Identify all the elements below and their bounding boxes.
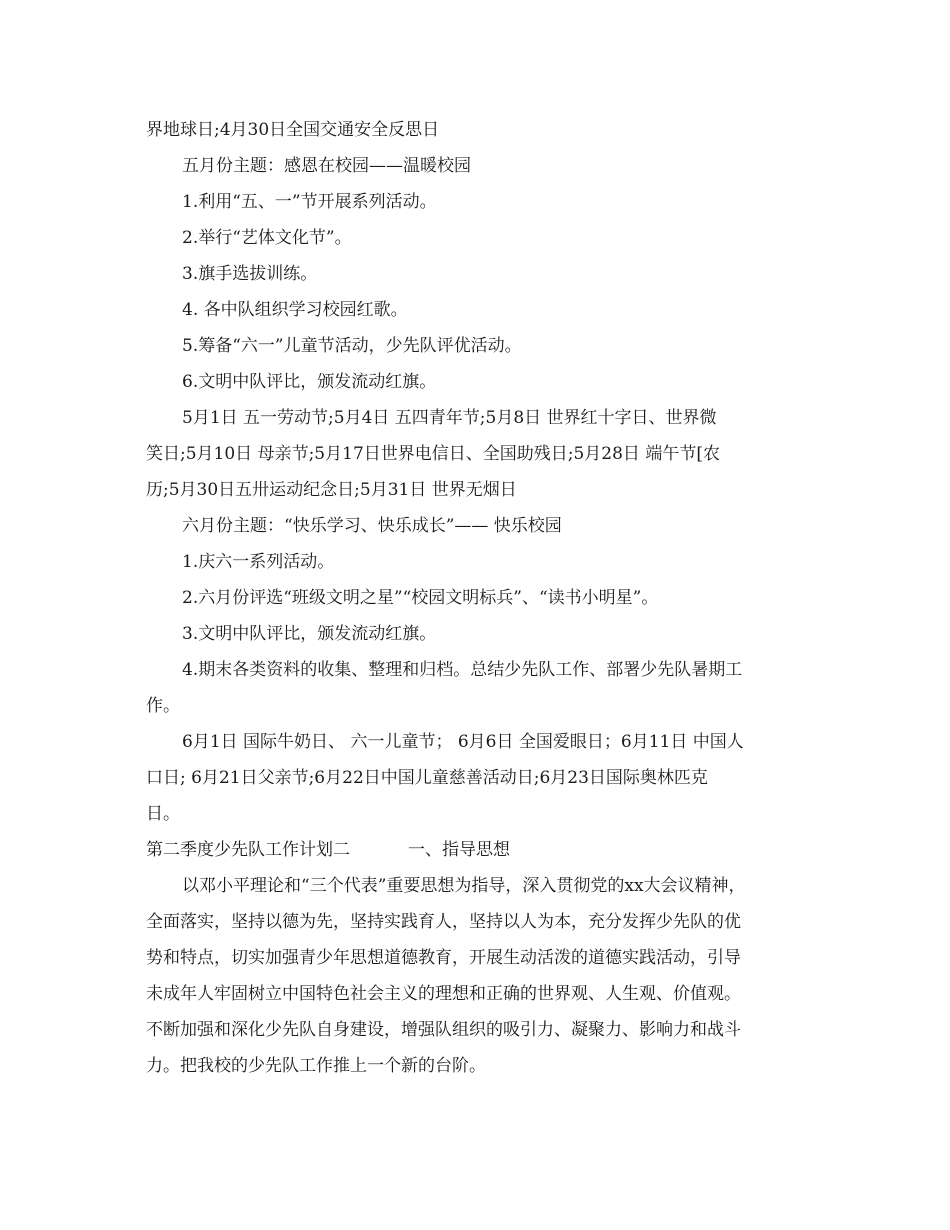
text-line: 1.利用“五、一”节开展系列活动。 xyxy=(182,192,437,212)
paragraph-line: 全面落实，坚持以德为先，坚持实践育人，坚持以人为本，充分发挥少先队的优 xyxy=(146,912,741,932)
text-line: 6.文明中队评比，颁发流动红旗。 xyxy=(182,372,437,392)
text-line: 1.庆六一系列活动。 xyxy=(182,552,335,572)
guiding-paragraph xyxy=(146,868,806,1084)
text-line: 口日; 6月21日父亲节;6月22日中国儿童慈善活动日;6月23日国际奥林匹克 xyxy=(146,768,708,788)
paragraph-line: 力。把我校的少先队工作推上一个新的台阶。 xyxy=(146,1056,486,1076)
text-line: 笑日;5月10日 母亲节;5月17日世界电信日、全国助残日;5月28日 端午节[农 xyxy=(146,444,720,464)
paragraph-line: 势和特点，切实加强青少年思想道德教育，开展生动活泼的道德实践活动，引导 xyxy=(146,948,741,968)
section-heading-subtitle: 一、指导思想 xyxy=(408,840,510,860)
paragraph-line: 不断加强和深化少先队自身建设，增强队组织的吸引力、凝聚力、影响力和战斗 xyxy=(146,1020,741,1040)
paragraph-line: 以邓小平理论和“三个代表”重要思想为指导，深入贯彻党的xx大会议精神， xyxy=(182,876,746,896)
document-body xyxy=(146,112,806,1084)
text-line: 5月1日 五一劳动节;5月4日 五四青年节;5月8日 世界红十字日、世界微 xyxy=(182,408,717,428)
text-line: 作。 xyxy=(146,696,180,716)
section-heading-title: 第二季度少先队工作计划二 xyxy=(146,840,350,860)
text-line: 5.筹备“六一”儿童节活动，少先队评优活动。 xyxy=(182,336,522,356)
text-line: 3.文明中队评比，颁发流动红旗。 xyxy=(182,624,437,644)
text-line: 2.六月份评选“班级文明之星”“校园文明标兵”、“读书小明星”。 xyxy=(182,588,659,608)
paragraph-line: 未成年人牢固树立中国特色社会主义的理想和正确的世界观、人生观、价值观。 xyxy=(146,984,741,1004)
text-line: 五月份主题：感恩在校园——温暖校园 xyxy=(182,156,471,176)
heading-gap xyxy=(350,832,408,868)
text-line: 2.举行“艺体文化节”。 xyxy=(182,228,352,248)
schedule-lines xyxy=(146,112,806,832)
text-line: 界地球日;4月30日全国交通安全反思日 xyxy=(146,120,440,140)
text-line: 4. 各中队组织学习校园红歌。 xyxy=(182,300,408,320)
text-line: 3.旗手选拔训练。 xyxy=(182,264,318,284)
text-line: 六月份主题：“快乐学习、快乐成长”—— 快乐校园 xyxy=(182,516,562,536)
text-line: 日。 xyxy=(146,804,180,824)
section-heading xyxy=(146,832,806,868)
text-line: 历;5月30日五卅运动纪念日;5月31日 世界无烟日 xyxy=(146,480,517,500)
text-line: 6月1日 国际牛奶日、 六一儿童节； 6月6日 全国爱眼日；6月11日 中国人 xyxy=(182,732,744,752)
text-line: 4.期末各类资料的收集、整理和归档。总结少先队工作、部署少先队暑期工 xyxy=(182,660,743,680)
